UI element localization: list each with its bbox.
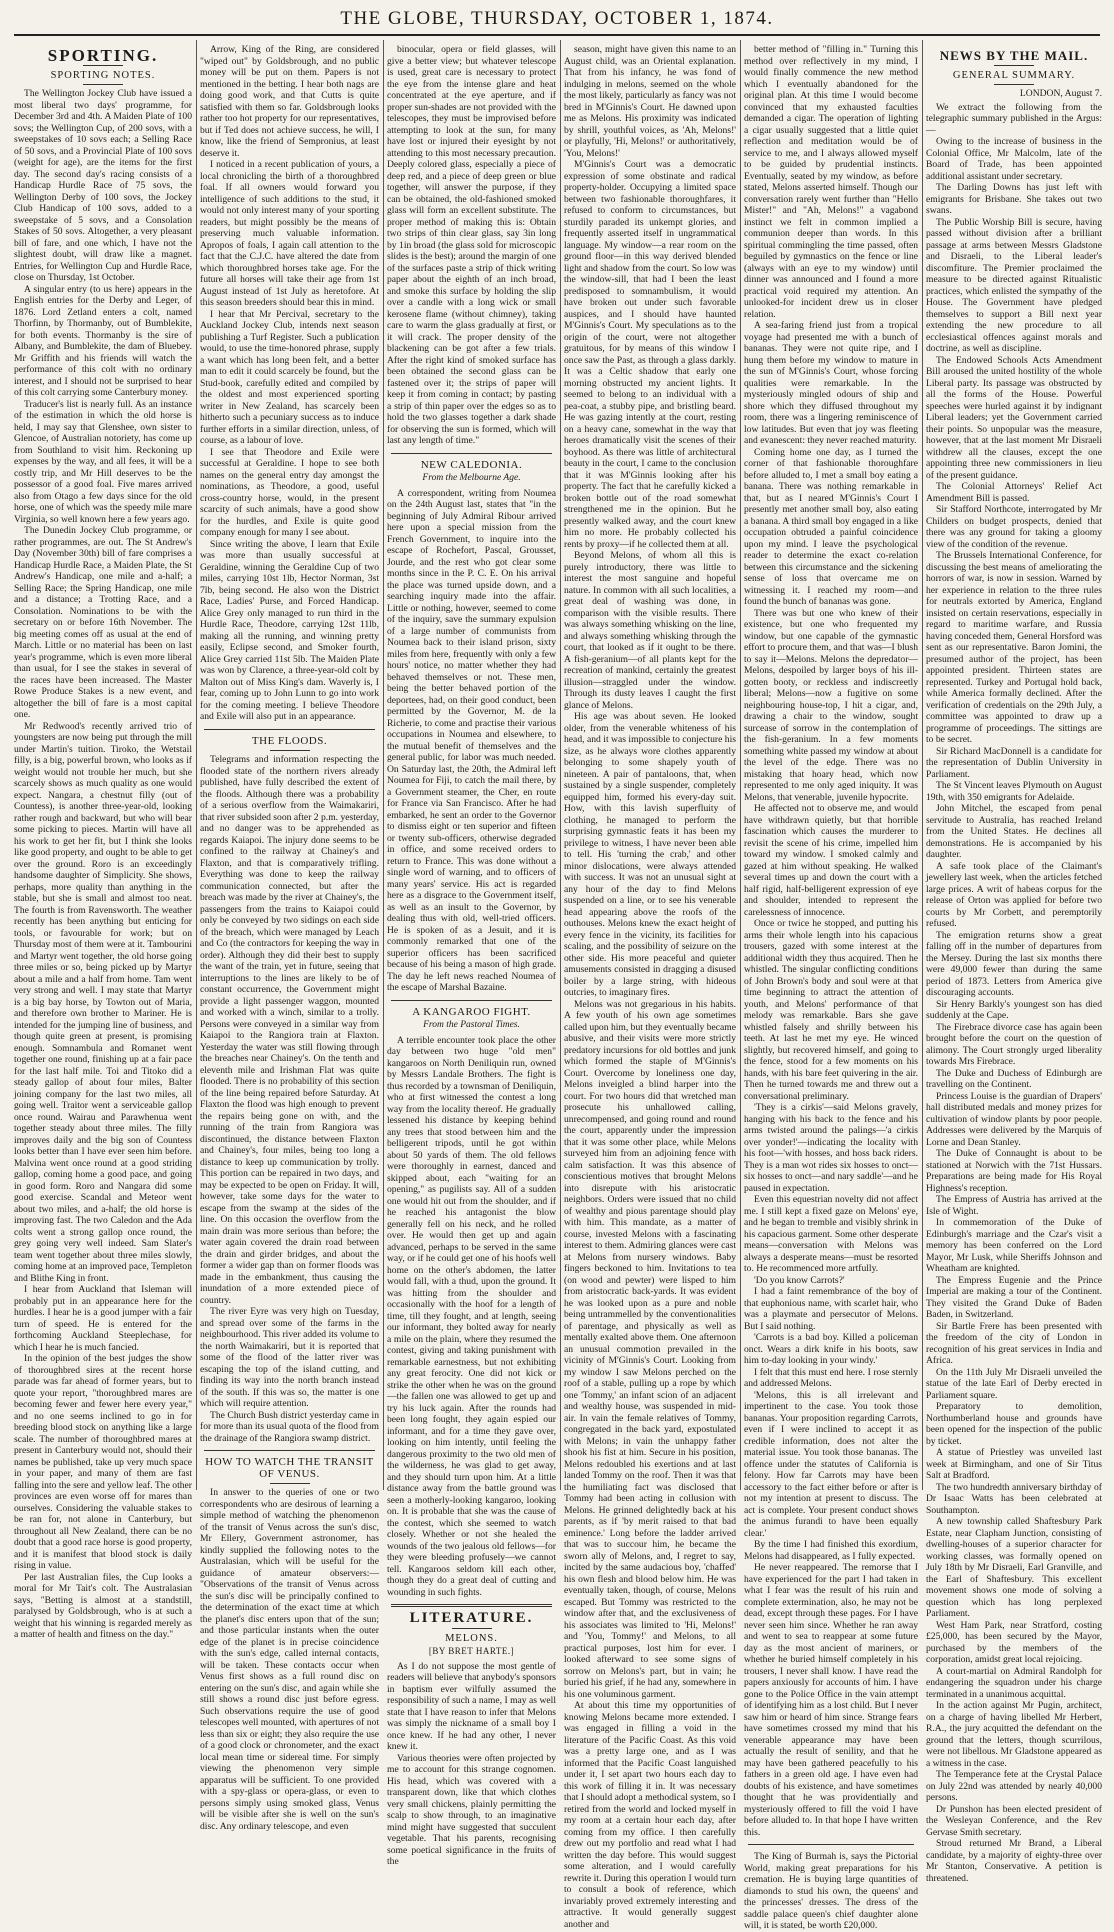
paragraph: A statue of Priestley was unveiled last week at Birmingham, and one of Sir Titus Salt at Bradford. [926,1447,1102,1481]
article-heading: HOW TO WATCH THE TRANSIT OF VENUS. [205,1456,374,1480]
paragraph: A new township called Shaftesbury Park Estate, near Clapham Junction, consisting of dwelling-houses of a superior character for working classes, was formally opened on July 18th by Mr Disraeli, Earl Granville, and the Earl of Shaftesbury. This excellent movement shows one mode of solving a question which has long perplexed Parliament. [926,1516,1102,1619]
paragraph: The two hundredth anniversary birthday of Dr Isaac Watts has been celebrated at Southampton. [926,1481,1102,1516]
divider [748,1844,914,1845]
paragraph: As I do not suppose the most gentle of readers will believe that anybody's sponsors in baptism ever wilfully assumed the responsibility of such a name, I may as well state that I have reason to infer that Melons was simply the nickname of a small boy I once knew. If he had any other, I never knew it. [387,1660,556,1752]
paragraph: The Empress Eugenie and the Prince Imperial are making a tour of the Continent. They visited the Grand Duke of Baden Baden, in Switzerland. [926,1274,1102,1320]
paragraph: I felt that this must end here. I rose sternly and addressed Melons. [744,1366,918,1389]
paragraph: I noticed in a recent publication of yours, a local chronicling the birth of a thoroughbred foal. If all owners would forward you intelligence of such additions to the stud, it would not only interest many of your sporting readers, but might possibly be the means of preserving much valuable information. Apropos of foals, I again call attention to the fact that the C.J.C. have altered the date from which thoroughbred horses take age. For the future all horses will take their age from 1st August instead of 1st July as heretofore. At this season breeders should bear this in mind. [200,159,379,308]
section-heading: SPORTING. [47,46,159,65]
paragraph: Preparatory to demolition, Northumberland house and grounds have been opened for the inspection of the public by ticket. [926,1401,1102,1447]
paragraph: A sea-faring friend just from a tropical voyage had presented me with a bunch of bananas. They were not quite ripe, and I hung them before my window to mature in the sun of M'Ginnis's Court, whose forcing qualities were remarkable. In the mysteriously mingled odours of ship and shore which they diffused throughout my room, there was a lingering reminiscence of low latitudes. But even that joy was fleeting and evanescent: they never reached maturity. [744,320,918,446]
article-heading: A KANGAROO FIGHT. [412,1005,531,1018]
paragraph: Telegrams and information respecting the flooded state of the northern rivers already published, have fully described the extent of the floods. Although there was a probability of a serious overflow from the Waimakariri, that river subsided soon after 2 p.m. yesterday, and no danger was to be apprehended as regards Kaiapoi. The injury done seems to be confined to the railway at Chainey's and Flaxton, and that is comparatively trifling. Everything was done to keep the railway communication connected, but after the breach was made by the river at Chainey's, the passengers from the trains to Kaiapoi could only be conveyed by two sidings on each side of the breach, which were managed by Leach and Co (the contractors for keeping the way in order). Although they did their best to supply the want of the train, yet in future, seeing that interruptions to the lines are likely to be of constant occurrence, the Government might provide a light passenger waggon, mounted and worked with a winch, similar to a trolly. Persons were conveyed in a similar way from Kaiapoi to the Rangiora train at Flaxton. Yesterday the water was still flowing through the breaches near Chainey's. On the tenth and eleventh mile and Irishman Flat was quite flooded. There is no probability of this section of the line being repaired before Saturday. At Flaxton the flood was high enough to prevent the repairs being gone on with, and the running of the train from Rangiora was discontinued, the distance between Flaxton and Chainey's, four miles, being too long a distance to keep up communication by trolly. This portion can be repaired in two days, and may be expected to be open on Friday. It will, however, take some days for the water to escape from the swamp at the sides of the line. On this occasion the overflow from the main drain was more serious than before; the water again covered the drain road between the drain and girder bridges, and about the former a wider gap than on former floods was made in the embankment, thus causing the inundation of a more extended piece of country. [200,754,379,1306]
column-rule [196,40,197,1490]
article-heading: THE FLOODS. [251,734,328,747]
paragraph: Traducer's list is nearly full. As an instance of the estimation in which the old horse is held, I may say that Glenshee, own sister to Glencoe, of Australian notoriety, has come up from Southland to visit him. Reckoning up expenses by the way, and all fees, it will be a costly trip, and Mr Hill deserves to be the possessor of a good foal. Five mares arrived also from Otago a few days since for the old horse, one of which was the speedy mile mare Virginia, so well known here a few years ago. [14,398,192,525]
paragraph: Coming home one day, as I turned the corner of that fashionable thoroughfare before alluded to, I met a small boy eating a banana. There was nothing remarkable in that, but as I neared M'Ginnis's Court I presently met another small boy, also eating a banana. A third small boy engaged in a like occupation obtruded a painful coincidence upon my mind. I leave the psychological reader to determine the exact co-relation between this circumstance and the sickening sense of loss that overcame me on witnessing it. I reached my room—and found the bunch of bananas was gone. [744,446,918,607]
paragraph: I hear from Auckland that Isleman will probably put in an appearance here for the hurdles. I hear he is a good jumper with a fair turn of speed. He is entered for the forthcoming Auckland Steeplechase, for which I hear he is much fancied. [14,1284,192,1353]
byline: [BY BRET HARTE.] [428,1646,515,1656]
column-rule [383,40,384,1490]
paragraph: On the 11th July Mr Disraeli unveiled the statue of the late Earl of Derby erected in Parliament square. [926,1366,1102,1401]
paragraph: Sir Richard MacDonnell is a candidate for the representation of Dublin University in Parliament. [926,745,1102,780]
paragraph: West Ham Park, near Stratford, costing £25,000, has been secured by the Mayor, purchased by the members of the corporation, amidst great local rejoicing. [926,1619,1102,1665]
paragraph: Various theories were often projected by me to account for this strange cognomen. His head, which was covered with a transparent down, like that which clothes very small chickens, plainly permitting the scalp to show through, to an imaginative mind might have suggested that succulent vegetable. That his parents, recognising some poetical significance in the fruits of the [387,1752,556,1867]
divider [994,84,1034,85]
divider [270,750,310,751]
divider [994,65,1034,66]
divider [204,1450,375,1451]
paragraph: The Endowed Schools Acts Amendment Bill aroused the united hostility of the whole Liberal party. Its passage was obstructed by all the forms of the House. Powerful speeches were hurled against it by indignant Liberal leaders; yet the Government carried their points. So unpopular was the measure, however, that at the last moment Mr Disraeli withdrew all the clauses, except the one appointing three new commissioners in lieu of the present guidance. [926,354,1102,481]
divider [391,1604,552,1607]
paragraph: Stroud returned Mr Brand, a Liberal candidate, by a majority of eighty-three over Mr Stanton, Conservative. A petition is threatened. [926,1838,1102,1884]
divider [83,84,123,85]
divider [270,1483,310,1484]
paragraph: The Empress of Austria has arrived at the Isle of Wight. [926,1194,1102,1217]
paragraph: His age was about seven. He looked older, from the venerable whiteness of his head, and it was impossible to conjecture his size, as he always wore clothes apparently belonging to some shapely youth of nineteen. A pair of pantaloons, that, when sustained by a single suspender, completely equipped him, formed his every-day suit. How, with this lavish superfluity of clothing, he managed to perform the surprising gymnastic feats it has been my privilege to witness, I have never been able to tell. His 'turning the crab,' and other minor dislocations, were always attended with success. It was not an unusual sight at any hour of the day to find Melons suspended on a line, or to see his venerable head appearing above the roofs of the outhouses. Melons knew the exact height of every fence in the vicinity, its facilities for scaling, and the possibility of seizure on the other side. His more peaceful and quieter amusements consisted in dragging a disused boiler by a large string, with hideous outcries, to imaginary fires. [564,711,736,998]
paragraph: The Church Bush district yesterday came in for more than its usual quota of the flood from the drainage of the Rangiora swamp district. [200,1409,379,1444]
paragraph: I see that Theodore and Exile were successful at Geraldine. I hope to see both names on the general entry day amongst the nominations, as Theodore, a good, useful cross-country horse, would, in the present scarcity of such animals, have a good show for the hurdles, and Exile is quite good company enough for many I see about. [200,446,379,538]
paragraph: The St Vincent leaves Plymouth on August 19th, with 350 emigrants for Adelaide. [926,780,1102,803]
paragraph: John Mitchel, the escaped from penal servitude to Australia, has reached Ireland from the United States. He declines all demonstrations. He is accompanied by his daughter. [926,803,1102,860]
paragraph: A correspondent, writing from Noumea on the 24th August last, states that "in the beginning of July Admiral Ribour arrived here upon a special mission from the French Government, to inquire into the escape of Rochefort, Pascal, Grousset, Jourde, and the rest who got clear some months since in the P. C. E. On his arrival the place was turned upside down, and a searching inquiry made into the affair. Little or nothing, however, seemed to come of the inquiry, save the summary expulsion of a large number of communists from Noumea back to their island prison, sixty miles from here, frequently with only a few hours' notice, no matter whether they had behaved themselves or not. These men, being the better behaved portion of the deportees, had, on their good conduct, been permitted by the Governor, M. de la Richerie, to come and practise their various occupations in Noumea and elsewhere, to the mutual benefit of themselves and the general public, for labor was much needed. On Saturday last, the 20th, the Admiral left Noumea for Fiji, to catch the mail there, by a Government steamer, the Cher, en route for France via San Francisco. After he had embarked, he sent an order to the Governor to dismiss eight or ten superior and fifteen or twenty sub-officers, otherwise degraded in office, and some received orders to return to France. This was done without a single word of warning, and to officers of many years' service. His act is regarded here as a disgrace to the Government itself, as well as an insult to the Governor, by dealing thus with old, well-tried officers. He is spoken of as a Jesuit, and it is commonly remarked that one of the superior officers has been sacrificed because of his being a mason of high grade. The day he left news reached Noumea of the escape of Marshal Bazaine. [387,487,556,993]
paragraph: In commemoration of the Duke of Edinburgh's marriage and the Czar's visit a memory has been conferred on the Lord Mayor, Mr Lusk, while Sheriffs Johnson and Wheatham are knighted. [926,1217,1102,1274]
section-subheading: SPORTING NOTES. [50,69,156,81]
paragraph: M'Ginnis's Court was a democratic expression of some obstinate and radical property-holder. Occupying a limited space between two fashionable thoroughfares, it refused to conform to circumstances, but sturdily paraded its unkempt glories, and frequently asserted itself in ungrammatical language. My window—a rear room on the ground floor—in this way derived blended light and shadow from the court. So low was the window-sill, that had I been the least predisposed to somnambulism, it would have broken out under such favorable auspices, and I should have haunted M'Ginnis's Court. My speculations as to the origin of the court, were not altogether gratuitous, for by means of this window I once saw the Past, as through a glass darkly. It was a Celtic shadow that early one morning obstructed my ancient lights. It seemed to belong to an individual with a pea-coat, a stubby pipe, and bristling beard. He was gazing intently at the court, resting on a heavy cane, somewhat in the way that heroes dramatically visit the scenes of their boyhood. As there was little of architectural beauty in the court, I came to the conclusion that it was M'Ginnis looking after his property. The fact that he carefully kicked a broken bottle out of the road somewhat strengthened me in the opinion. But he presently walked away, and the court knew him no more. He probably collected his rents by proxy—if he collected them at all. [564,159,736,550]
paragraph: The river Eyre was very high on Tuesday, and spread over some of the farms in the neighbourhood. This river added its volume to the north Waimakariri, but it is reported that some of the flood of the latter river was escaping the top of the island cutting, and finding its way into the north branch instead of the south. If this was so, the matter is one which will require attention. [200,1306,379,1409]
divider [391,1000,552,1001]
paragraph: The King of Burmah is, says the Pictorial World, making great preparations for his cremation. He is buying large quantities of diamonds to stud his own, the queens' and the princesses' dresses. The dress of the saddle palace queen's chief daughter alone will, it is stated, be worth £20,000. [744,1851,918,1931]
paragraph: The Dunedin Jockey Club programme, or rather programmes, are out. The St Andrew's Day (November 30th) bill of fare comprises a Handicap Hurdle Race, a Maiden Plate, the St Andrew's Handicap, one mile and a-half; a Selling Race; the Spring Handicap, one mile and a distance; a Trotting Race, and a Consolation. Nominations to be with the secretary on or before 16th November. The big meeting comes off as usual at the end of March. Little or no material has been on last year's programme, which is even more liberal than usual, for I see the stakes in several of the races have been increased. The Master Rowe Produce Stakes is a new event, and altogether the bill of fare is a most capital one. [14,525,192,720]
paragraph: A singular entry (to us here) appears in the English entries for the Derby and Leger, of 1876. Lord Zetland enters a colt, named Thorfinn, by Thormanby, out of Bumblekite, for both events. Thormanby is the sire of Albany, and Bumblekite, the dam of Bluebey. Mr Griffith and his friends will watch the performance of this colt with no ordinary interest, and I should not be surprised to hear of this colt carrying some Canterbury money. [14,283,192,398]
paragraph: At about this time my opportunities of knowing Melons became more extended. I was engaged in filling a void in the literature of the Pacific Coast. As this void was a pretty large one, and as I was informed that the Pacific Coast languished under it, I set apart two hours each day to this work of filling it in. It was necessary that I should adopt a methodical system, so I retired from the world and locked myself in my room at a certain hour each day, after coming from my office. I then carefully drew out my portfolio and read what I had written the day before. This would suggest some alteration, and I would carefully rewrite it. During this operation I would turn to consult a book of reference, which invariably proved extremely interesting and attractive. It would generally suggest another and [564,1700,736,1930]
masthead: THE GLOBE, THURSDAY, OCTOBER 1, 1874. [340,8,774,29]
paragraph: He never reappeared. The remorse that I have experienced for the part I had taken in what I fear was the result of his ruin and complete extermination, also, he may not be dead, except through these pages. For I have never seen him since. Whether he ran away and went to sea to reappear at some future day as the most ancient of mariners, or whether he buried himself completely in his trousers, I never shall know. I have read the papers anxiously for accounts of him. I have gone to the Police Office in the vain attempt of identifying him as a lost child. But I never saw him or heard of him since. Strange fears have sometimes crossed my mind that his venerable appearance may have been actually the result of senility, and that he may have been gathered peacefully to his fathers in a green old age. I have even had doubts of his existence, and have sometimes thought that he was providentially and mysteriously offered to fill the void I have before alluded to. In that hope I have written this. [744,1562,918,1838]
paragraph: By the time I had finished this exordium, Melons had disappeared, as I fully expected. [744,1539,918,1562]
article-source: From the Melbourne Age. [422,473,521,483]
paragraph: The Temperance fete at the Crystal Palace on July 22nd was attended by nearly 40,000 persons. [926,1769,1102,1803]
paragraph: Melons was not gregarious in his habits. A few youth of his own age sometimes called upon him, but they eventually became abusive, and their visits were more strictly predatory incursions for old bottles and junk which formed the staple of M'Ginnis's Court. Overcome by loneliness one day, Melons inveigled a blind harper into the court. For two hours did that wretched man prosecute his unhallowed calling, unrecompensed, and going round and round the court, apparently under the impression that it was some other place, while Melons surveyed him from an adjoining fence with calm satisfaction. It was this absence of conscientious motives that brought Melons into disrepute with his aristocratic neighbors. Orders were issued that no child of wealthy and pious parentage should play with him. This mandate, as a matter of course, invested Melons with a fascinating interest to them. Admiring glances were cast at Melons from nursery windows. Baby fingers beckoned to him. Invitations to tea (on wood and pewter) were lisped to him from aristocratic back-yards. It was evident he was looked upon as a pure and noble being untrammelled by the conventionalities of parentage, and physically as well as mentally exalted above them. One afternoon an unusual commotion prevailed in the vicinity of M'Ginnis's Court. Looking from my window I saw Melons perched on the roof of a stable, pulling up a rope by which one 'Tommy,' an infant scion of an adjacent and wealthy house, was suspended in mid-air. In vain the female relatives of Tommy, congregated in the back yard, expostulated with Melons; in vain the unhappy father shook his fist at him. Secure in his position, Melons redoubled his exertions and at last landed Tommy on the roof. Then it was that the humiliating fact was disclosed that Tommy had been acting in collusion with Melons. He grinned delightedly back at his parents, as if 'by merit raised to that bad eminence.' Long before the ladder arrived that was to succour him, he became the sworn ally of Melons, and, I regret to say, incited by the same audacious boy, 'chaffed' his own flesh and blood below him. He was eventually taken, though, of course, Melons escaped. But Tommy was restricted to the window after that, and the exclusiveness of his associates was limited to 'Hi, Melons!' and 'You, Tommy!' and Melons, to all practical purposes, lost him for ever. I looked afterward to see some signs of sorrow on Melons's part, but in vain; he buried his grief, if he had any, somewhere in his one voluminous garment. [564,998,736,1700]
paragraph: The Public Worship Bill is secure, having passed without division after a brilliant passage at arms between Messrs Gladstone and Disraeli, to the Liberal leader's discomfiture. The Premier proclaimed the measure to be directed against Ritualistic practices, which enlisted the sympathy of the House. The Government have pledged themselves to support a Bill next year extending the new procedure to all ecclesiastical offences against morals and doctrine, as well as discipline. [926,216,1102,354]
paragraph: There was but one who knew of their existence, but one who frequented my window, but one capable of the gymnastic effort to procure them, and that was—I blush to say it—Melons. Melons the depredator—Melons, despoiled by larger boys of his ill-gotten booty, or reckless and indiscreetly liberal; Melons—now a fugitive on some neighbouring house-top, I hit a cigar, and, drawing a chair to the window, sought surcease of sorrow in the contemplation of the fish-geranium. In a few moments something white passed my window at about the level of the edge. There was no mistaking that hoary head, which now represented to me only aged iniquity. It was Melons, that venerable, juvenile hypocrite. [744,607,918,803]
paragraph: Per last Australian files, the Cup looks a moral for Mr Tait's colt. The Australasian says, "Betting is almost at a standstill, paralysed by Goldsbrough, who is at such a weight that his winning is regarded merely as a matter of health and fitness on the day." [14,1571,192,1640]
paragraph: I hear that Mr Percival, secretary to the Auckland Jockey Club, intends next season publishing a Turf Register. Such a publication would, to use the time-honored phrase, supply a want which has long been felt, and a better man to edit it could scarcely be found, but the Stud-book, carefully edited and compiled by the oldest and most experienced sporting writer in New Zealand, has scarcely been hitherto such a pecuniary success as to induce further efforts in a similar direction, unless, of course, as a labour of love. [200,308,379,446]
article-source: From the Pastoral Times. [423,1020,520,1030]
paragraph: Even this equestrian novelty did not affect me. I still kept a fixed gaze on Melons' eye, and he began to tremble and visibly shrink in his capacious garment. Some other desperate means—conversation with Melons was always a desperate means—must be resorted to. He recommenced more artfully. [744,1194,918,1274]
paragraph: 'They is a cirkis'—said Melons gravely, hanging with his back to the fence and his arms twisted around the palings—'a cirkis over yonder!'—indicating the locality with his foot—'with hosses, and hoss back riders. They is a man wot rides six hosses to onct—six hosses to onct—and nary saddle'—and he paused in expectation. [744,1102,918,1194]
article-heading: NEW CALEDONIA. [420,458,523,471]
section-heading: LITERATURE. [409,1610,534,1626]
column-melons-cont [744,44,918,1931]
paragraph: better method of "filling in." Turning this method over reflectively in my mind, I would finally commence the new method which I eventually abandoned for the original plan. At this time I would become convinced that my exhausted faculties demanded a cigar. The operation of lighting a cigar usually suggested that a little quiet reflection and meditation would be of service to me, and I always allowed myself to be guided by prudential instincts. Eventually, seated by my window, as before stated, Melons asserted himself. Though our conversation rarely went further than "Hello Mister!" and "Ah, Melons!" a vagabond instinct we felt in common implied a communion deeper than words. In this spiritual commingling the time passed, often beguiled by gymnastics on the fence or line (always with an eye to my window) until dinner was announced and I found a more practical void required my attention. An unlooked-for incident drew us in closer relation. [744,44,918,320]
paragraph: binocular, opera or field glasses, will give a better view; but whatever telescope is used, great care is necessary to protect the eye from the intense glare and heat concentrated at the eye aperture, and if proper sun-shades are not provided with the telescopes, they must be improvised before attempting to look at the sun, for many have lost or injured their eyesight by not attending to this most necessary precaution. Deeply colored glass, especially a piece of deep red, and a piece of deep green or blue together, will answer the purpose, if they can be obtained, the old-fashioned smoked glass will form an excellent substitute. The proper method of making this is: Obtain two strips of thin clear glass, say 3in long by 1in broad (the glass sold for microscopic slides is the best); around the margin of one of the surfaces paste a strip of thick writing paper about the eighth of an inch broad, and smoke this surface by holding the slip over a candle with a long wick or small kerosene flame (without chimney), taking care to warm the glass gradually at first, or it will crack. The proper density of the blackening can be got after a few trials. After the right kind of smoked surface has been obtained the second glass can be fastened over it; the strips of paper will keep it from coming in contact; by pasting a strip of thin paper over the edges so as to hold the two glasses together a dark shade for observing the sun is formed, which will last any length of time." [387,44,556,446]
column-new-caledonia [387,44,556,1867]
paragraph: Beyond Melons, of whom all this is purely introductory, there was little to interest the most sanguine and hopeful nature. In common with all such localities, a great deal of washing was done, in comparison with the visible results. There was always something whisking on the line, and always something whisking through the court, that looked as if it ought to be there. A fish-geranium—of all plants kept for the recreation of mankind, certainly the greatest illusion—straggled under the window. Through its dusty leaves I caught the first glance of Melons. [564,550,736,711]
paragraph: Mr Redwood's recently arrived trio of youngsters are now being put through the mill under Martin's tuition. Tiroko, the Wetstail filly, is a big, powerful brown, who looks as if weight would not trouble her much, but she scarcely shows as much quality as one would expect. Nangara, a chestnut filly (out of Countess), is another three-year-old, looking rather rough and backward, but who will bear some picking to pieces. Martin will have all his work to get her fit, but I think she looks like good property, and ought to be able to get over the ground. Roro is an exceedingly handsome daughter of Simplicity. She shows, perhaps, more quality than anything in the stable, but she is small and almost too neat. The fourth is from Ravensworth. The weather recently has been anything but enticing for tools, or favourable for work; but on Thursday most of them were at it. Tambourini and Martyr went together, the old horse going three miles or so, being picked up by Martyr about a mile and a half from home. Tam went very strong and well. I may state that Martyr is a big bay horse, by Towton out of Maria, and therefore own brother to Mariner. He is intended for the jumping line of business, and though quite green at present, is promising enough. Somnambula and Romanet went together one round, finishing up at a fair pace for the last half mile. Toi and Titoko did a steady gallop of about four miles, Balter joining company for the last two miles, all going well. Traitor went a serviceable gallop once round. Wairau and Parawhenua went together steady about three miles. The filly improves daily and the big son of Countess looks better than I have ever seen him before. Malvina went once round at a good striding gallop, coming home a good pace, and going in good form. Roro and Nangara did some good exercise. Scandal and Meteor went about two miles, and a-half; the old horse is improving fast. The two Caledon and the Ada colts went a strong gallop once round, the grey going very well indeed. Sam Slater's team went together about three miles slowly, coming home at an improved pace, Templeton and Blithe King in front. [14,720,192,1284]
paragraph: Since writing the above, I learn that Exile was more than usually successful at Geraldine, winning the Geraldine Cup of two miles, carrying 10st 1lb, Hector Norman, 3st 7lb, being second. He also won the District Race, Ladies' Purse, and Forced Handicap. Alice Grey only managed to run third in the Hurdle Race, Theodore, carrying 12st 11lb, making all the running, and winning pretty easily, Eclipse second, and Smoker fourth, Alice Grey carried 11st 5lb. The Maiden Plate was won by Clarence, a three-year-old colt by Malton out of Miss King's dam. Waverly is, I fear, coming up to John Lunn to go into work for the coming meeting. I believe Theodore and Exile will also put in an appearance. [200,538,379,722]
paragraph: In the action against Mr Pugin, architect, on a charge of having libelled Mr Herbert, R.A., the jury acquitted the defendant on the ground that the letters, though scurrilous, were not libellous. Mr Gladstone appeared as a witness in the case. [926,1700,1102,1769]
paragraph: Owing to the increase of business in the Colonial Office, Mr Malcolm, late of the Board of Trade, has been appointed additional assistant under secretary. [926,136,1102,182]
divider [391,453,552,454]
paragraph: season, might have given this name to an August child, was an Oriental explanation. That from his infancy, he was fond of indulging in melons, seemed on the whole the most likely, particularly as fancy was not bred in M'Ginnis's Court. He dawned upon me as Melons. His proximity was indicated by shrill, youthful voices, as 'Ah, Melons!' or playfully, 'Hi, Melons!' or authoritatively, 'You, Melons!' [564,44,736,159]
paragraph: The Brussels International Conference, for discussing the best means of ameliorating the horrors of war, is now in session. Warned by her experience in relation to the three rules for neutrals extorted by America, England insisted on certain reservations, especially in regard to maritime warfare, and Russia having conceded them, General Horsford was sent as our representative. Baron Jomini, the presumed author of the project, has been appointed president. Thirteen states are represented. Turkey and Portugal hold back, while America formally declined. After the verification of credentials on the 29th July, a committee was appointed to draw up a programme of proceedings. The sittings are to be secret. [926,550,1102,745]
paragraph: He affected not to observe me, and would have withdrawn quietly, but that horrible fascination which causes the murderer to revisit the scene of his crime, impelled him toward my window. I smoked calmly and gazed at him without speaking. He walked several times up and down the court with a half rigid, half-belligerent expression of eye and shoulder, intended to represent the carelessness of innocence. [744,803,918,918]
paragraph: Sir Henry Barkly's youngest son has died suddenly at the Cape. [926,998,1102,1021]
paragraph: 'Melons, this is all irrelevant and impertinent to the case. You took those bananas. Your proposition regarding Carrots, even if I were inclined to accept it as credible information, does not alter the material issue. You took those bananas. The offence under the statutes of California is felony. How far Carrots may have been accessory to the fact either before or after is not my intention at present to discuss. The act is complete. Your present conduct shows the animus furandi to have been equally clear.' [744,1389,918,1539]
section-subheading: GENERAL SUMMARY. [952,69,1076,81]
paragraph: The Duke and Duchess of Edinburgh are travelling on the Continent. [926,1067,1102,1090]
paragraph: Once or twice he stopped, and putting his arms their whole length into his capacious trousers, gazed with some interest at the additional width they thus acquired. Then he whistled. The singular conflicting conditions of John Brown's body and soul were at that time beginning to attract the attention of youth, and Melons' performance of that melody was remarkable. Bars she gave whistled falsely and shrilly between his teeth. At last he met my eye. He winced slightly, but recovered himself, and going to the fence, stood for a few moments on his hands, with his bare feet quivering in the air. Then he turned towards me and threw out a conversational preliminary. [744,918,918,1102]
section-subheading: MELONS. [445,1632,498,1644]
paragraph: Arrow, King of the Ring, are considered "wiped out" by Goldsbrough, and no public money will be put on them. Papers is not mentioned in the betting. I hear both nags are doing good work, and that Cutts is quite satisfied with them so far. Goldsbrough looks rather too hot property for our representatives, but if Ted does not achieve success, he will, I know, like the friend of Sempronius, at least deserve it. [200,44,379,159]
column-rule [740,40,741,1490]
paragraph: I had a faint remembrance of the boy of that euphonious name, with scarlet hair, who was a playmate and persecutor of Melons. But I said nothing. [744,1286,918,1332]
paragraph: The emigration returns show a great falling off in the number of departures from the Mersey. During the last six months there were 49,000 fewer than during the same period of 1873. Letters from America give discouraging accounts. [926,929,1102,998]
paragraph: The Wellington Jockey Club have issued a most liberal two days' programme, for December 3rd and 4th. A Maiden Plate of 100 sovs; the Wellington Cup, of 200 sovs, with a sweepstakes of 10 sovs each; a Selling Race of 50 sovs, and a Provincial Plate of 100 sovs (weight for age), are the items for the first day. The second day's racing consists of a Handicap Hurdle Race of 75 sovs, the Wellington Derby of 100 sovs, the Jockey Club Handicap of 100 sovs, added to a sweepstake of 5 sovs, and a Consolation Stakes of 50 sovs. Altogether, a very pleasant bill of fare, and one which, I have not the slightest doubt, will draw like a magnet. Entries, for Wellington Cup and Hurdle Race, close on Thursday, 1st October. [14,88,192,283]
paragraph: The Darling Downs has just left with emigrants for Brisbane. She takes out two swans. [926,182,1102,216]
paragraph: A safe took place of the Claimant's jewellery last week, when the articles fetched large prices. A writ of habeas corpus for the release of Orton was applied for before two courts by Mr Corbett, and peremptorily refused. [926,860,1102,929]
dateline: LONDON, August 7. [1019,88,1102,99]
column-news-by-mail [926,44,1102,1884]
paragraph: A court-martial on Admiral Randolph for endangering the squadron under his charge terminated in a unanimous acquittal. [926,1665,1102,1700]
divider [452,1628,492,1629]
divider [204,729,375,730]
column-sporting [14,44,192,1640]
section-heading: NEWS BY THE MAIL. [939,48,1089,63]
column-floods [200,44,379,1832]
paragraph: The Colonial Attorneys' Relief Act Amendment Bill is passed. [926,481,1102,504]
paragraph: 'Carrots is a bad boy. Killed a policeman onct. Wears a dirk knife in his boots, saw him to-day looking in your windy.' [744,1332,918,1366]
paragraph: Sir Bartle Frere has been presented with the freedom of the city of London in recognition of his great services in India and Africa. [926,1320,1102,1366]
paragraph: The Firebrace divorce case has again been brought before the court on the question of alimony. The Court strongly urged liberality towards Mrs Firebrace. [926,1021,1102,1067]
column-melons [564,44,736,1930]
column-rule [560,40,561,1490]
paragraph: In the opinion of the best judges the show of thoroughbred sires at the recent horse parade was far ahead of former years, but to quote your report, "thoroughbred mares are becoming fewer and fewer here every year," and no one seems inclined to go in for breeding blood stock on anything like a large scale. The number of thoroughbred mares at present in Canterbury would not, should their names be published, take up very much space in your paper, and many of them are fast falling into the sere and yellow leaf. The other provinces are even worse off for mares than ourselves. Considering the valuable stakes to be ran for, not alone in Canterbury, but throughout all New Zealand, there can be no doubt that a good race horse is good property, and it is manifest that blood stock is daily rising in value. [14,1353,192,1571]
paragraph: Sir Stafford Northcote, interrogated by Mr Childers on budget prospects, denied that there was any ground for taking a gloomy view of the condition of the revenue. [926,504,1102,550]
paragraph: A terrible encounter took place the other day between two huge "old men" kangaroos on North Deniliquin run, owned by Messrs Landale Brothers. The fight is thus recorded by a townsman of Deniliquin, who at first witnessed the contest a long way from the locality thereof. He gradually lessened his distance by keeping behind any trees that stood between him and the belligerent tripods, until he got within about 50 yards of them. The old fellows were thoroughly in earnest, danced and skipped about, each "waiting for an opening," as pugilists say. All of a sudden one would hit out from the shoulder, and if he reached his antagonist the blow generally fell on his neck, and he rolled over. He would then get up and again advanced, perhaps to be served in the same way, or if he could get one of his hoofs well home on the other's abdomen, the latter would fall, with a thud, upon the ground. It was hitting from the shoulder and occasionally with the hoof for a length of time, till they fought, and at length, seeing our informant, they bolted away for nearly a mile on the plain, where they resumed the contest, giving and taking punishment with remarkable earnestness, but not exhibiting any great ferocity. One did not kick or strike the other when he was on the ground—the fallen one was allowed to get up and try his luck again. After the rounds had been long fought, they again espied our informant, and for a time they gave over, looking on him intently, until feeling the dangerous proximity to the two old men of the wilderness, he was glad to get away, and they should turn upon him. At a little distance away from the battle ground was seen a motherly-looking kangaroo, looking on. It is probable that she was the cause of the contest, which she seemed to watch closely. Whether or not she healed the wounds of the two jealous old fellows—for they were bleeding profusely—we cannot tell. Kangaroos seldom kill each other, though they do a great deal of cutting and wounding in such fights. [387,1034,556,1598]
paragraph: Princess Louise is the guardian of Drapers' hall distributed medals and money prizes for cultivation of window plants by poor people. Addresses were delivered by the Marquis of Lorne and Dean Stanley. [926,1090,1102,1148]
paragraph: Dr Punshon has been elected president of the Wesleyan Conference, and the Rev Gervase Smith secretary. [926,1803,1102,1838]
paragraph: 'Do you know Carrots?' [754,1274,845,1286]
paragraph: In answer to the queries of one or two correspondents who are desirous of learning a simple method of watching the phenomenon of the transit of Venus across the sun's disc, Mr Ellery, Government astronomer, has kindly supplied the following notes to the Australasian, which will be useful for the guidance of amateur observers:— "Observations of the transit of Venus across the sun's disc will be principally confined to the determination of the exact time at which the planet's disc enters upon that of the sun; and those particular instants when the outer edge of the planet is in precise coincidence with the sun's edge, called internal contacts, will be taken. These contacts occur when Venus first shows as a full round disc on entering on the sun's disc, and again while she still shows a round disc just before egress. Such observations require the use of good telescopes well mounted, with apertures of not less than six or eight; they also require the use of a good clock or chronometer, and the exact local mean time or sidereal time. For simply viewing the phenomenon very simple apparatus will be sufficient. To one provided with a spy-glass or opera-glass, or even to persons simply using smoked glass, Venus will be visible after she is well on the sun's disc. Any ordinary telescope, and even [200,1487,379,1832]
paragraph: The Duke of Connaught is about to be stationed at Norwich with the 71st Hussars. Preparations are being made for His Royal Highness's reception. [926,1148,1102,1194]
column-rule [922,40,923,1490]
paragraph: We extract the following from the telegraphic summary published in the Argus:— [926,101,1102,136]
masthead-rule [14,34,1100,36]
